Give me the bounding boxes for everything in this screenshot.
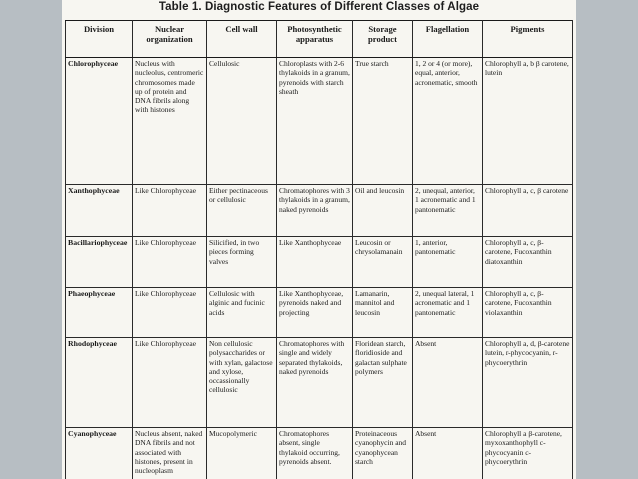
nuclear-cell: Nucleus with nucleolus, centromeric chromosomes made up of protein and DNA fibrils along with histones [133,58,207,185]
table-row [66,58,573,185]
table-row [66,237,573,288]
header-storage-product: Storage product [353,21,413,58]
pigments-cell: Chlorophyll a, c, β-carotene, Fucoxanthin diatoxanthin [483,237,573,288]
photosynthetic-cell: Like Xanthophyceae, pyrenoids naked and projecting [277,288,353,338]
cell-wall-cell: Silicified, in two pieces forming valves [207,237,277,288]
cell-wall-cell: Cellulosic [207,58,277,185]
pigments-cell: Chlorophyll a, b β carotene, lutein [483,58,573,185]
header-photosynthetic-apparatus: Photosynthetic apparatus [277,21,353,58]
header-row [66,21,573,58]
header-pigments: Pigments [483,21,573,58]
algae-features-table [65,20,573,479]
division-cell: Cyanophyceae [66,428,133,479]
cell-wall-cell: Either pectinaceous or cellulosic [207,185,277,237]
flagellation-cell: Absent [413,428,483,479]
flagellation-cell: 2, unequal, anterior, 1 acronematic and 1 pantonematic [413,185,483,237]
division-cell: Phaeophyceae [66,288,133,338]
nuclear-cell: Like Chlorophyceae [133,185,207,237]
cell-wall-cell: Mucopolymeric [207,428,277,479]
photosynthetic-cell: Chloroplasts with 2-6 thylakoids in a granum, pyrenoids with starch sheath [277,58,353,185]
cell-wall-cell: Cellulosic with alginic and fucinic acids [207,288,277,338]
table-row [66,288,573,338]
storage-cell: Oil and leucosin [353,185,413,237]
division-cell: Chlorophyceae [66,58,133,185]
photosynthetic-cell: Chromatophores with single and widely separated thylakoids, naked pyrenoids [277,338,353,428]
pigments-cell: Chlorophyll a, c, β-carotene, Fucoxanthin violaxanthin [483,288,573,338]
header-division: Division [66,21,133,58]
division-cell: Xanthophyceae [66,185,133,237]
photosynthetic-cell: Chromatophores with 3 thylakoids in a granum, naked pyrenoids [277,185,353,237]
photosynthetic-cell: Chromatophores absent, single thylakoid occurring, pyrenoids absent. [277,428,353,479]
table-title: Table 1. Diagnostic Features of Different Classes of Algae [158,1,480,13]
photosynthetic-cell: Like Xanthophyceae [277,237,353,288]
table-row [66,338,573,428]
nuclear-cell: Like Chlorophyceae [133,237,207,288]
flagellation-cell: 2, unequal lateral, 1 acronematic and 1 pantonematic [413,288,483,338]
table-row [66,428,573,479]
storage-cell: Proteinaceous cyanophycin and cyanophycean starch [353,428,413,479]
nuclear-cell: Like Chlorophyceae [133,288,207,338]
storage-cell: True starch [353,58,413,185]
slide-background-left [0,0,62,479]
flagellation-cell: 1, anterior, pantonematic [413,237,483,288]
table-row [66,185,573,237]
header-nuclear-organization: Nuclear organization [133,21,207,58]
pigments-cell: Chlorophyll a, c, β carotene [483,185,573,237]
flagellation-cell: 1, 2 or 4 (or more), equal, anterior, acronematic, smooth [413,58,483,185]
scanned-page [62,0,576,479]
storage-cell: Lamanarin, mannitol and leucosin [353,288,413,338]
slide-background-right [576,0,638,479]
division-cell: Bacillariophyceae [66,237,133,288]
flagellation-cell: Absent [413,338,483,428]
division-cell: Rhodophyceae [66,338,133,428]
storage-cell: Floridean starch, floridioside and galactan sulphate polymers [353,338,413,428]
cell-wall-cell: Non cellulosic polysaccharides or with xylan, galactose and xylose, occassionally cellulosic [207,338,277,428]
pigments-cell: Chlorophyll a β-carotene, myxoxanthophyll c-phycocyanin c-phycoerythrin [483,428,573,479]
storage-cell: Leucosin or chrysolamanain [353,237,413,288]
header-cell-wall: Cell wall [207,21,277,58]
nuclear-cell: Nucleus absent, naked DNA fibrils and not associated with histones, present in nucleoplasm [133,428,207,479]
header-flagellation: Flagellation [413,21,483,58]
pigments-cell: Chlorophyll a, d, β-carotene lutein, r-phycocyanin, r-phycoerythrin [483,338,573,428]
nuclear-cell: Like Chlorophyceae [133,338,207,428]
